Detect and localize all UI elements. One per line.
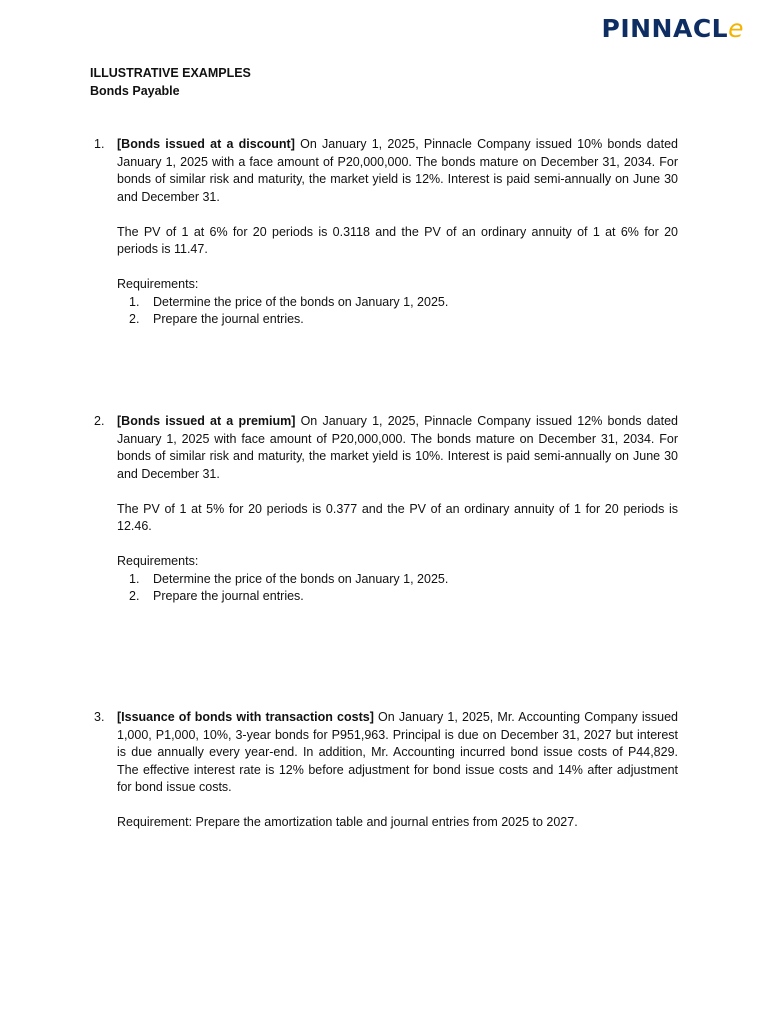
requirements-title: Requirements: xyxy=(117,277,199,291)
requirements-list xyxy=(117,571,678,606)
requirements-list xyxy=(117,294,678,329)
example-description: [Bonds issued at a discount] On January 1, 2025, Pinnacle Company issued 10% bonds dated January 1, 2025 with a face amount of P20,000,000. The bonds mature on December 31, 2034. For bonds of similar risk and maturity, the market yield is 12%. Interest is paid semi-annually on June 30 and December 31. xyxy=(117,137,678,204)
heading-subtitle: Bonds Payable xyxy=(90,84,180,98)
pinnacle-logo: PINNACLe xyxy=(601,14,744,43)
pv-factors: The PV of 1 at 6% for 20 periods is 0.3118 and the PV of an ordinary annuity of 1 at 6% for 20 periods is 11.47. xyxy=(117,224,678,256)
requirement-item: 2. Prepare the journal entries. xyxy=(129,312,304,326)
example-2 xyxy=(90,413,678,606)
example-description: [Issuance of bonds with transaction costs] On January 1, 2025, Mr. Accounting Company issued 1,000, P1,000, 10%, 3-year bonds for P951,963. Principal is due on December 31, 2027 but interest is due annually every year-end. In addition, Mr. Accounting incurred bond issue costs of P44,829. The effective interest rate is 12% before adjustment for bond issue costs and 14% after adjustment for bond issue costs. xyxy=(117,710,678,794)
example-number: 2. xyxy=(94,414,105,428)
example-tag: [Bonds issued at a premium] xyxy=(117,414,296,428)
example-1 xyxy=(90,136,678,329)
heading-title: ILLUSTRATIVE EXAMPLES xyxy=(90,66,251,80)
example-tag: [Bonds issued at a discount] xyxy=(117,137,295,151)
requirements-title: Requirements: xyxy=(117,554,199,568)
example-number: 3. xyxy=(94,710,105,724)
requirement-item: 1. Determine the price of the bonds on January 1, 2025. xyxy=(129,294,449,309)
example-description: [Bonds issued at a premium] On January 1, 2025, Pinnacle Company issued 12% bonds dated January 1, 2025 with face amount of P20,000,000. The bonds mature on December 31, 2034. For bonds of similar risk and maturity, the market yield is 10%. Interest is paid semi-annually on June 30 and December 31. xyxy=(117,414,679,481)
example-number: 1. xyxy=(94,137,105,151)
document-heading xyxy=(90,64,251,100)
example-3 xyxy=(90,709,678,849)
example-tag: [Issuance of bonds with transaction costs] xyxy=(117,710,374,724)
requirement-item: 1. Determine the price of the bonds on January 1, 2025. xyxy=(129,571,449,586)
requirement-item: 2. Prepare the journal entries. xyxy=(129,589,304,603)
requirement-line: Requirement: Prepare the amortization table and journal entries from 2025 to 2027. xyxy=(117,815,578,829)
pv-factors: The PV of 1 at 5% for 20 periods is 0.377 and the PV of an ordinary annuity of 1 for 20 periods is 12.46. xyxy=(117,501,678,533)
